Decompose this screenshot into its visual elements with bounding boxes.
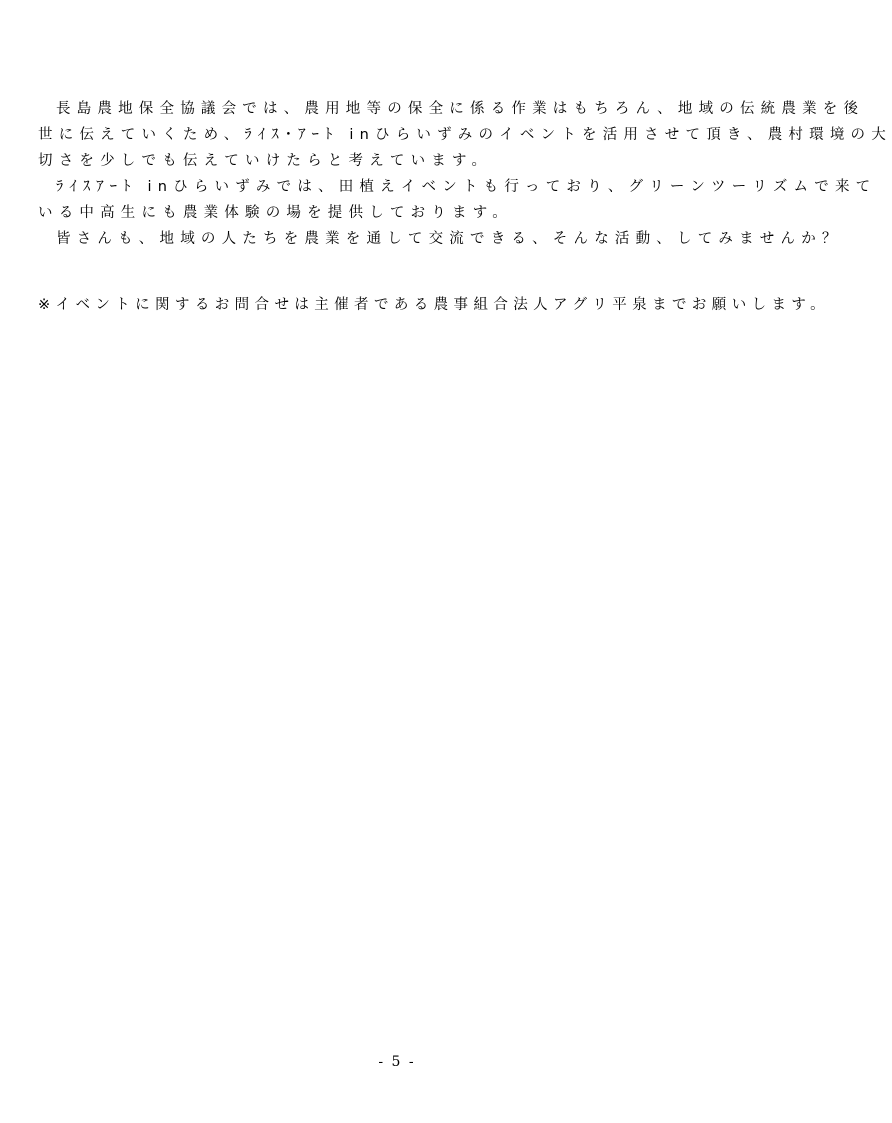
paragraph-2-line-2: いる中高生にも農業体験の場を提供しております。 — [38, 205, 513, 221]
paragraph-1-line-3: 切さを少しでも伝えていけたらと考えています。 — [38, 153, 493, 169]
page-number: - 5 - — [378, 1054, 416, 1070]
paragraph-2-line-1: ﾗｲｽｱｰﾄ inひらいずみでは、田植えイベントも行っており、グリーンツーリズムで来て — [56, 179, 877, 195]
paragraph-1-line-2: 世に伝えていくため、ﾗｲｽ･ｱｰﾄ inひらいずみのイベントを活用させて頂き、農村環境の大 — [38, 127, 892, 143]
paragraph-1-line-1: 長島農地保全協議会では、農用地等の保全に係る作業はもちろん、地域の伝統農業を後 — [56, 101, 865, 117]
paragraph-3-line-1: 皆さんも、地域の人たちを農業を通して交流できる、そんな活動、してみませんか？ — [56, 231, 843, 247]
body-text — [38, 96, 892, 252]
contact-note: ※イベントに関するお問合せは主催者である農事組合法人アグリ平泉までお願いします。 — [38, 297, 831, 313]
